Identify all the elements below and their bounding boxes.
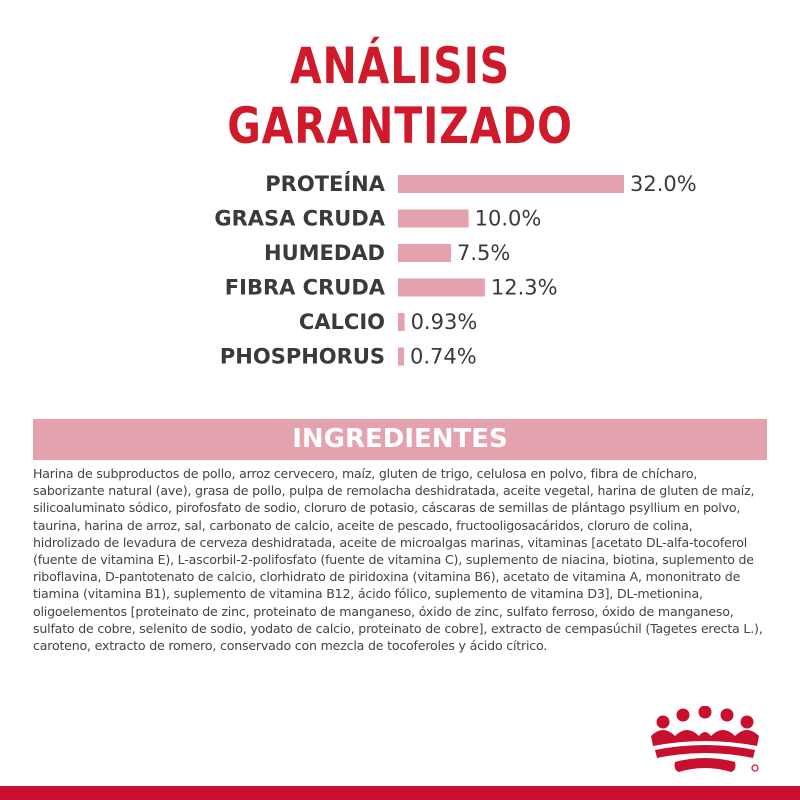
category-label: GRASA CRUDA — [214, 206, 385, 231]
value-label: 0.93% — [410, 310, 478, 334]
category-label: FIBRA CRUDA — [224, 275, 385, 300]
ingredients-text: Harina de subproductos de pollo, arroz cervecero, maíz, gluten de trigo, celulosa en polvo, fibra de chícharo, saborizante natural (ave), grasa de pollo, pulpa de remolacha deshidratada, aceite vegetal, harina de gluten de maíz, silicoaluminato sódico, pirofosfato de sodio, cloruro de potasio, cáscaras de semillas de plántago psyllium en polvo, taurina, harina de arroz, sal, carbonato de calcio, aceite de pescado, fructooligosacáridos, cloruro de colina, hidrolizado de levadura de cerveza deshidratada, aceite de microalgas marinas, vitaminas [acetato DL-alfa-tocoferol (fuente de vitamina E), L-ascorbil-2-polifosfato (fuente de vitamina C), suplemento de niacina, biotina, suplemento de riboflavina, D-pantotenato de calcio, clorhidrato de piridoxina (vitamina B6), acetato de vitamina A, mononitrato de tiamina (vitamina B1), suplemento de vitamina B12, ácido fólico, suplemento de vitamina D3], DL-metionina, oligoelementos [proteinato de zinc, proteinato de manganeso, óxido de zinc, sulfato ferroso, óxido de manganeso, sulfato de cobre, selenito de sodio, yodato de calcio, proteinato de cobre], extracto de cempasúchil (Tagetes erecta L.), caroteno, extracto de romero, conservado con mezcla de tocoferoles y ácido cítrico. — [33, 466, 763, 654]
crown-icon — [645, 706, 765, 776]
bottom-brand-bar — [0, 786, 800, 800]
value-label: 0.74% — [410, 344, 477, 369]
value-label: 12.3% — [490, 275, 558, 300]
category-label: HUMEDAD — [264, 241, 385, 265]
category-label: PROTEÍNA — [265, 172, 385, 196]
bar — [398, 175, 624, 193]
bar — [398, 210, 469, 228]
bar — [398, 244, 451, 262]
ingredients-header — [33, 419, 767, 460]
category-label: CALCIO — [298, 310, 385, 334]
title-line-1: ANÁLISIS — [289, 37, 511, 95]
bar — [398, 313, 405, 331]
value-label: 7.5% — [456, 241, 511, 265]
bar — [398, 348, 404, 366]
title-line-2: GARANTIZADO — [227, 97, 573, 155]
value-label: 10.0% — [474, 206, 542, 231]
bar — [398, 279, 485, 297]
nutrient-bar-chart — [0, 160, 800, 370]
category-label: PHOSPHORUS — [219, 344, 385, 369]
ingredients-heading: INGREDIENTES — [292, 424, 508, 454]
value-label: 32.0% — [630, 172, 697, 196]
